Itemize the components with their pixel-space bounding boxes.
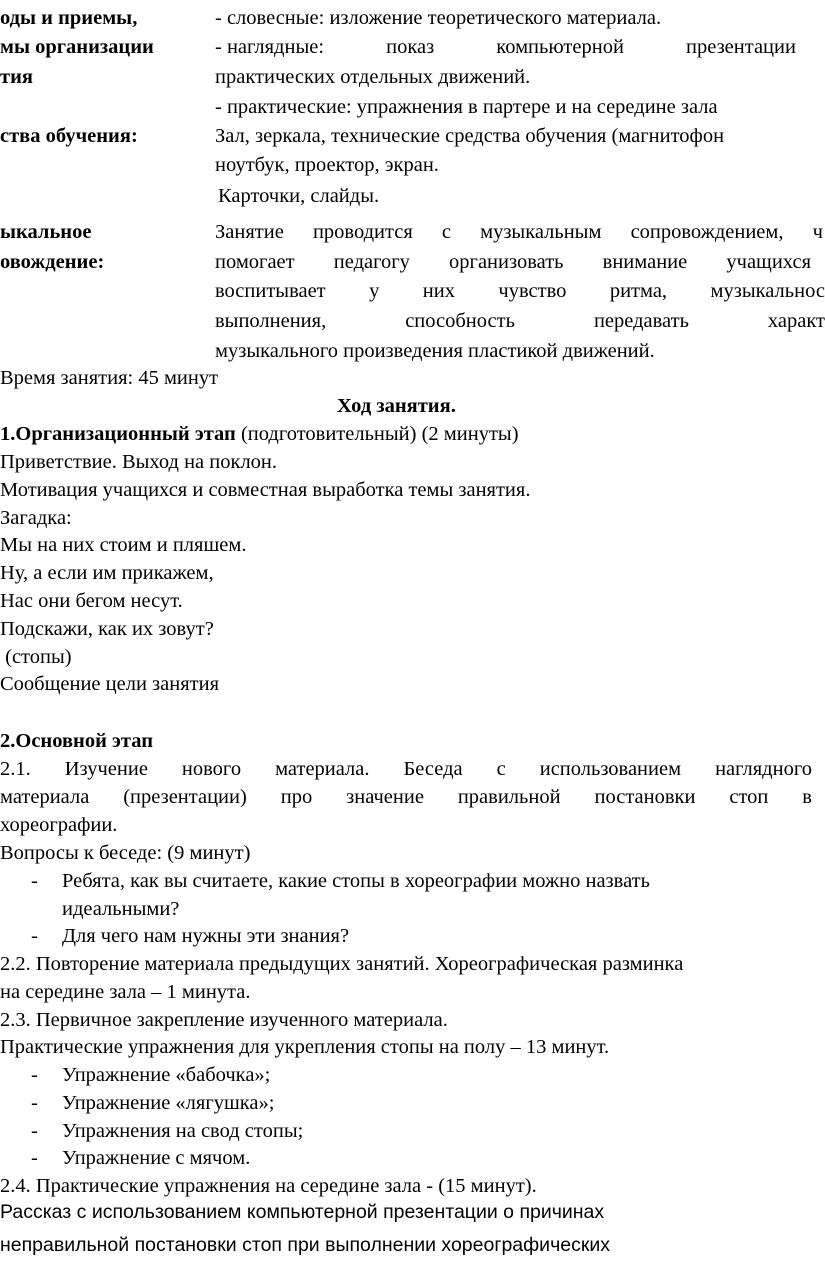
methods-label-line-2: мы организации: [0, 36, 154, 58]
lesson-duration: Время занятия: 45 минут: [0, 367, 219, 389]
stage2-p1-line-2: [0, 787, 812, 808]
bullet-dash: -: [31, 1120, 38, 1142]
stage1-line: Приветствие. Выход на поклон.: [0, 451, 278, 473]
stage2-p4: Практические упражнения для укрепления стопы на полу – 13 минут.: [0, 1036, 610, 1058]
word: способность: [405, 310, 515, 332]
word: музыкальнос: [710, 280, 825, 302]
word: нового: [181, 758, 242, 780]
stage2-p2-line-2: на середине зала – 1 минута.: [0, 981, 251, 1003]
bullet-dash: -: [31, 1092, 38, 1114]
music-value-line-1: [215, 222, 823, 243]
questions-intro: Вопросы к беседе: (9 минут): [0, 842, 251, 864]
word: 2.1.: [0, 758, 31, 780]
word: Изучение: [64, 758, 148, 780]
word: внимание: [602, 251, 688, 273]
word: в: [802, 786, 812, 808]
stage1-line: Загадка:: [0, 507, 72, 529]
methods-value-line-2: [215, 37, 796, 58]
stage1-heading: [0, 424, 519, 445]
word: организовать: [449, 251, 564, 273]
exercise-item: Упражнения на свод стопы;: [62, 1120, 304, 1142]
word: стоп: [729, 786, 769, 808]
stage1-line: Мы на них стоим и пляшем.: [0, 534, 247, 556]
question-1-line-2: идеальными?: [62, 898, 180, 920]
music-value-line-4: [215, 311, 825, 332]
stage1-line: Мотивация учащихся и совместная выработка темы занятия.: [0, 479, 531, 501]
exercise-item: Упражнение с мячом.: [62, 1147, 251, 1169]
word: показ: [386, 36, 435, 58]
word: учащихся: [726, 251, 811, 273]
question-1-line-1: Ребята, как вы считаете, какие стопы в хореографии можно назвать: [62, 870, 650, 892]
word: - наглядные:: [215, 36, 325, 58]
word: правильной: [457, 786, 561, 808]
word: характ: [767, 310, 825, 332]
word: презентации: [686, 36, 796, 58]
word: про: [280, 786, 313, 808]
exercise-item: Упражнение «лягушка»;: [62, 1092, 275, 1114]
word: у: [369, 280, 380, 302]
word: передавать: [593, 310, 689, 332]
stage1-line: Ну, а если им прикажем,: [0, 562, 214, 584]
methods-label-line-3: тия: [0, 66, 33, 88]
music-value-line-2: [215, 252, 811, 273]
means-label: ства обучения:: [0, 125, 138, 147]
methods-value-line-4: - практические: упражнения в партере и на середине зала: [215, 96, 718, 118]
word: сопровождением,: [630, 221, 784, 243]
word: компьютерной: [496, 36, 624, 58]
stage2-p6-line-2: неправильной постановки стоп при выполнении хореографических: [0, 1234, 610, 1256]
word: ч: [812, 221, 823, 243]
word: Беседа: [403, 758, 463, 780]
music-value-line-5: музыкального произведения пластикой движений.: [215, 340, 655, 362]
stage1-line: (стопы): [0, 646, 72, 668]
word: (презентации): [123, 786, 247, 808]
word: с: [441, 221, 451, 243]
word: Занятие: [215, 221, 284, 243]
word: музыкальным: [480, 221, 602, 243]
methods-label-line-1: оды и приемы,: [0, 7, 138, 29]
bullet-dash: -: [31, 925, 38, 947]
bullet-dash: -: [31, 1147, 38, 1169]
word: наглядного: [715, 758, 812, 780]
word: педагогу: [333, 251, 410, 273]
stage2-p2-line-1: 2.2. Повторение материала предыдущих занятий. Хореографическая разминка: [0, 953, 684, 975]
methods-value-line-1: - словесные: изложение теоретического материала.: [215, 7, 662, 29]
word: помогает: [215, 251, 295, 273]
stage2-p3: 2.3. Первичное закрепление изученного материала.: [0, 1009, 448, 1031]
stage1-title-rest: (подготовительный) (2 минуты): [235, 423, 519, 445]
stage2-p1-line-3: хореографии.: [0, 814, 118, 836]
word: постановки: [594, 786, 696, 808]
word: выполнения,: [215, 310, 327, 332]
music-label-line-1: ыкальное: [0, 221, 92, 243]
stage2-title: 2.Основной этап: [0, 730, 154, 752]
word: материала.: [275, 758, 370, 780]
word: с: [496, 758, 506, 780]
word: чувство: [498, 280, 567, 302]
word: воспитывает: [215, 280, 326, 302]
stage1-line: Нас они бегом несут.: [0, 590, 183, 612]
question-2-text: Для чего нам нужны эти знания?: [62, 925, 350, 947]
bullet-dash: -: [31, 1064, 38, 1086]
stage1-line: Подскажи, как их зовут?: [0, 618, 214, 640]
music-value-line-3: [215, 281, 825, 302]
word: материала: [0, 786, 90, 808]
word: них: [422, 280, 455, 302]
word: проводится: [312, 221, 413, 243]
music-label-line-2: овождение:: [0, 251, 105, 273]
stage1-title: 1.Организационный этап: [0, 423, 236, 445]
stage2-p6-line-1: Рассказ с использованием компьютерной презентации о причинах: [0, 1201, 605, 1223]
section-title: Ход занятия.: [337, 395, 456, 417]
bullet-dash: -: [31, 870, 38, 892]
stage2-p5: 2.4. Практические упражнения на середине зала - (15 минут).: [0, 1175, 537, 1197]
exercise-item: Упражнение «бабочка»;: [62, 1064, 271, 1086]
word: использованием: [539, 758, 682, 780]
methods-value-line-3: практических отдельных движений.: [215, 66, 531, 88]
means-value-line-1: Зал, зеркала, технические средства обучения (магнитофон: [215, 125, 725, 147]
word: ритма,: [609, 280, 668, 302]
means-value-line-2: ноутбук, проектор, экран.: [215, 154, 439, 176]
stage2-p1-line-1: [0, 759, 812, 780]
stage1-line: Сообщение цели занятия: [0, 673, 220, 695]
means-value-line-3: Карточки, слайды.: [218, 185, 380, 207]
word: значение: [346, 786, 424, 808]
